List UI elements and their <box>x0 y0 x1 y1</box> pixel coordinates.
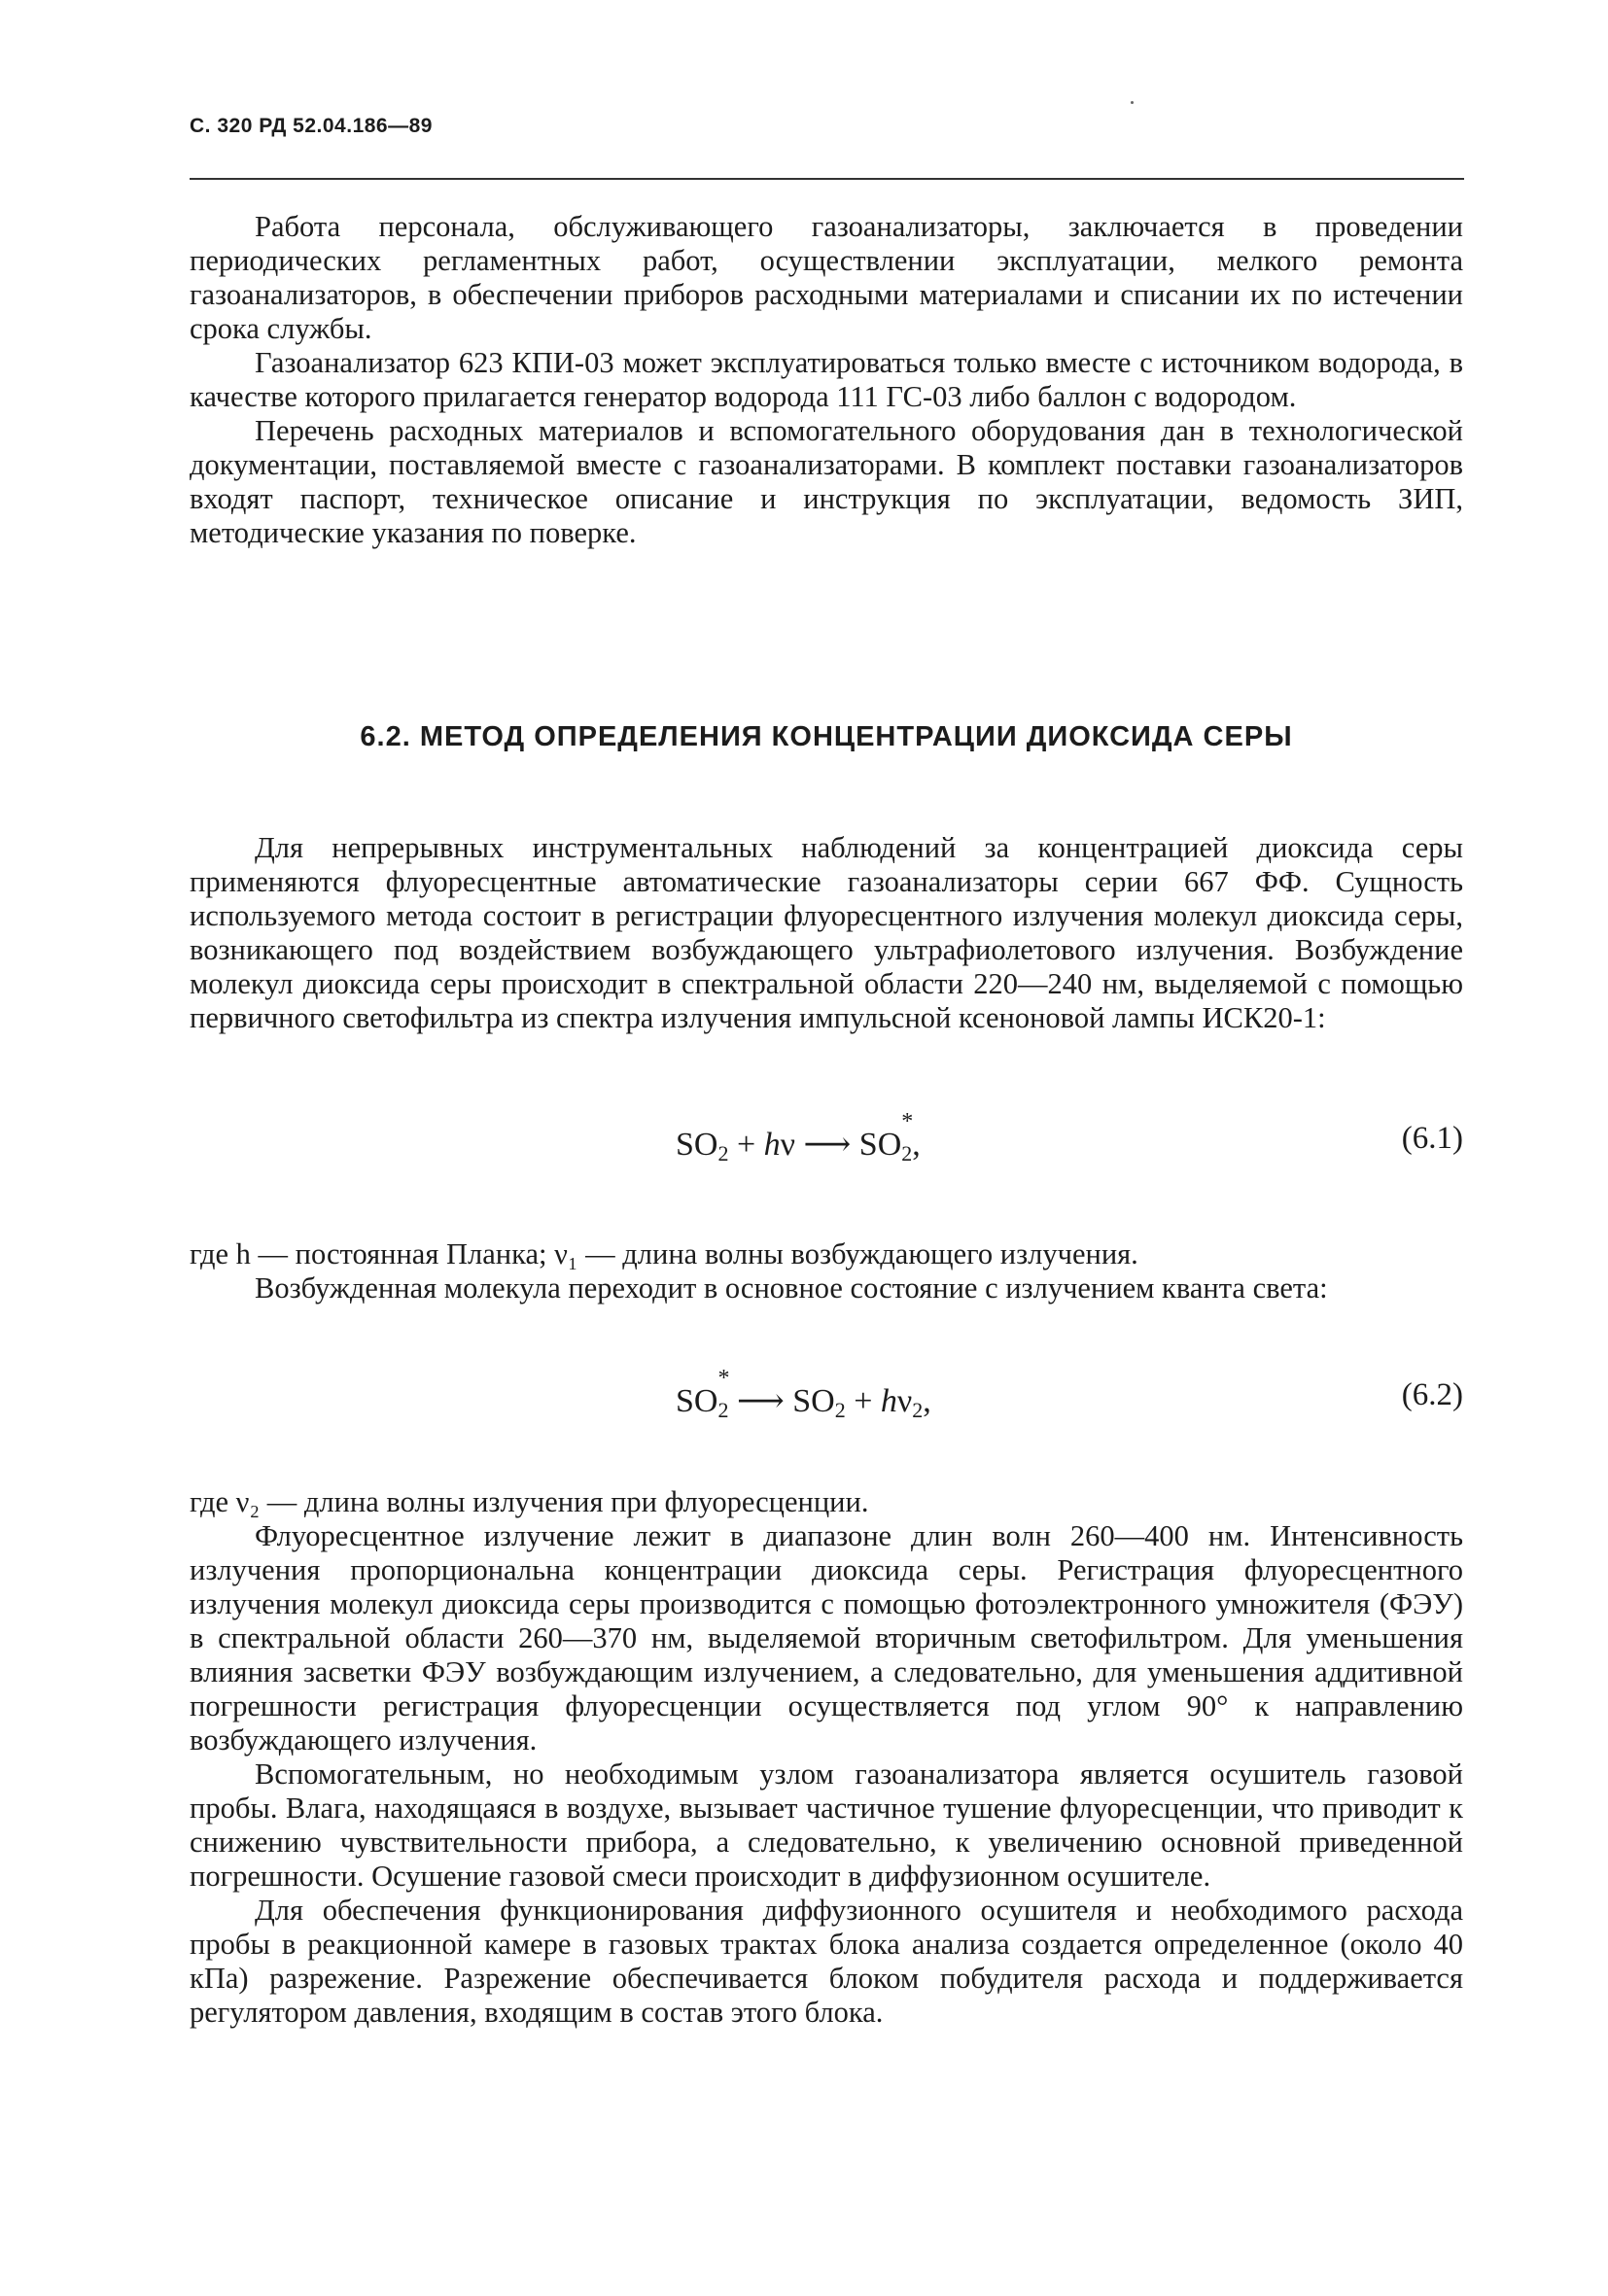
fluorescence-section <box>190 1485 1463 2030</box>
paragraph-staff-work: Работа персонала, обслуживающего газоанализаторы, заключается в проведении периодических регламентных работ, осуществлении эксплуатации, мелкого ремонта газоанализаторов, в обеспечении приборов расходными материалами и списании их по истечении срока службы. <box>190 210 1463 345</box>
section-heading: 6.2. МЕТОД ОПРЕДЕЛЕНИЯ КОНЦЕНТРАЦИИ ДИОКСИДА СЕРЫ <box>360 721 1293 752</box>
paragraph-vacuum: Для обеспечения функционирования диффузионного осушителя и необходимого расхода пробы в реакционной камере в газовых трактах блока анализа создается определенное (около 40 кПа) разрежение. Разрежение обеспечивается блоком побудителя расхода и поддерживается регулятором давления, входящим в состав этого блока. <box>190 1894 1463 2029</box>
paragraph-dryer: Вспомогательным, но необходимым узлом газоанализатора является осушитель газовой пробы. Влага, находящаяся в воздухе, вызывает частичное тушение флуоресценции, что приводит к снижению чувствительности прибора, а следовательно, к увеличению основной приведенной погрешности. Осушение газовой смеси происходит в диффузионном осушителе. <box>190 1757 1463 1893</box>
formula-6-1 <box>190 1109 1463 1173</box>
scan-speck <box>1131 101 1134 104</box>
formula-6-1-number: (6.1) <box>1401 1121 1463 1156</box>
paragraph-method: Для непрерывных инструментальных наблюдений за концентрацией диоксида серы применяются флуоресцентные автоматические газоанализаторы серии 667 ФФ. Сущность используемого метода состоит в регистрации флуоресцентного излучения молекул диоксида серы, возникающего под воздействием возбуждающего ультрафиолетового излучения. Возбуждение молекул диоксида серы происходит в спектральной области 220—240 нм, выделяемой с помощью первичного светофильтра из спектра излучения импульсной ксеноновой лампы ИСК20-1: <box>190 831 1463 1034</box>
paragraph-excited-molecule: Возбужденная молекула переходит в основное состояние с излучением кванта света: <box>255 1271 1328 1305</box>
paragraph-fluorescence-range: Флуоресцентное излучение лежит в диапазоне длин волн 260—400 нм. Интенсивность излучения пропорциональна концентрации диоксида серы. Регистрация флуоресцентного излучения молекул диоксида серы производится с помощью фотоэлектронного умножителя (ФЭУ) в спектральной области 260—370 нм, выделяемой вторичным светофильтром. Для уменьшения влияния засветки ФЭУ возбуждающим излучением, а следовательно, для уменьшения аддитивной погрешности регистрация флуоресценции осуществляется под углом 90° к направлению возбуждающего излучения. <box>190 1519 1463 1757</box>
paragraph-consumables: Перечень расходных материалов и вспомогательного оборудования дан в технологической документации, поставляемой вместе с газоанализаторами. В комплект поставки газоанализаторов входят паспорт, техническое описание и инструкция по эксплуатации, ведомость ЗИП, методические указания по поверке. <box>190 414 1463 549</box>
header-rule <box>190 178 1464 180</box>
paragraph-nu2-definition: где ν₂ — длина волны излучения при флуоресценции. <box>190 1485 869 1518</box>
paragraph-planck-definition: где h — постоянная Планка; ν₁ — длина волны возбуждающего излучения. <box>190 1237 1138 1270</box>
paragraph-hydrogen-source: Газоанализатор 623 КПИ-03 может эксплуатироваться только вместе с источником водорода, в качестве которого прилагается генератор водорода 111 ГС-03 либо баллон с водородом. <box>190 346 1463 413</box>
planck-section <box>190 1237 1463 1305</box>
formula-6-2-expression: SO * $_2$ ⟶ $SO_2 + h\nu_2$, <box>676 1366 931 1422</box>
intro-section <box>190 210 1463 550</box>
formula-6-2-number: (6.2) <box>1401 1377 1463 1412</box>
formula-6-2 <box>190 1366 1463 1430</box>
method-section <box>190 831 1463 1035</box>
formula-6-1-expression: $SO_2 + h\nu$ ⟶ SO * $_2$, <box>676 1109 921 1165</box>
page-header: С. 320 РД 52.04.186—89 <box>190 115 433 137</box>
